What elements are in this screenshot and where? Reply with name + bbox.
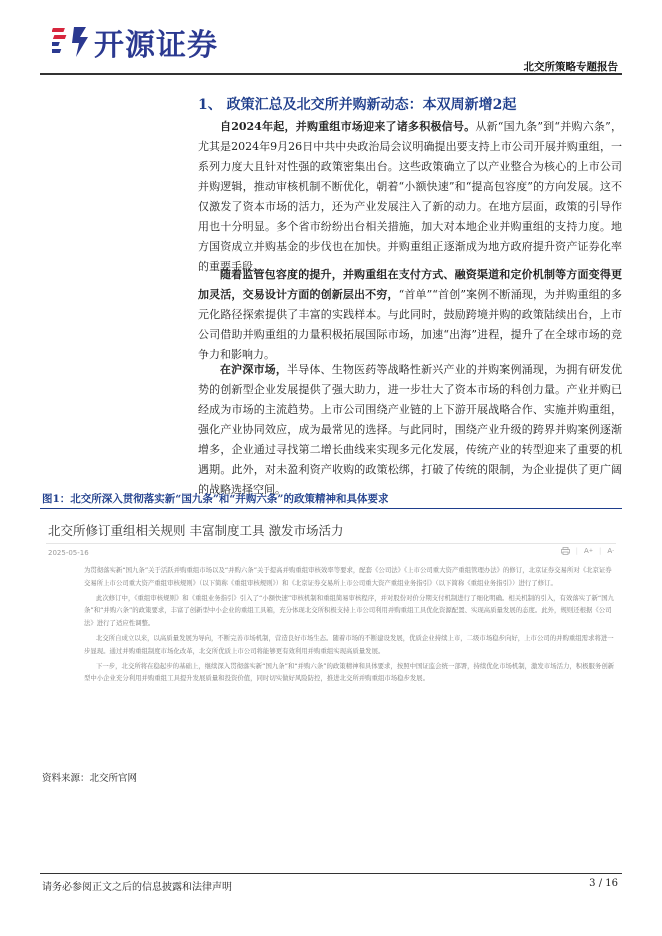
page-number: 3 / 16: [589, 878, 618, 889]
report-type-label: 北交所策略专题报告: [523, 61, 618, 73]
news-date: 2025-05-16: [48, 549, 89, 557]
font-smaller-button[interactable]: A -: [607, 547, 614, 555]
news-paragraph: 为贯彻落实新“国九条”关于活跃并购重组市场以及“并购六条”关于提高并购重组审核效率等要求，配套《公司法》《上市公司重大资产重组管理办法》的修订，北京证券交易所对《北京证券交易所上市公司重大资产重组审核规则》（以下简称《重组审核规则》）和《北京证券交易所上市公司重大资产重组业务指引》（以下简称《重组业务指引》）进行了修订。: [84, 566, 612, 587]
page-header: [0, 0, 662, 72]
logo-mark-icon: [52, 25, 90, 59]
figure-source: 资料来源：北交所官网: [42, 773, 138, 784]
footer-disclaimer: 请务必参阅正文之后的信息披露和法律声明: [42, 882, 232, 893]
paragraph-3-text: 半导体、生物医药等战略性新兴产业的并购案例涌现，为拥有研发优势的创新型企业发展提供了强大助力，进一步壮大了资本市场的科创力量。产业并购已经成为市场的主流趋势。上市公司围绕产业链的上下游开展战略合作、实施并购重组，强化产业协同效应，成为最常见的选择。与此同时，围绕产业升级的跨界并购案例逐渐增多，企业通过寻找第二增长曲线来实现多元化发展，传统产业的转型迎来了重要的机遇期。此外，对未盈利资产收购的政策松绑，打破了传统的限制，为企业提供了更广阔的战略选择空间。: [198, 363, 623, 496]
news-divider: [46, 543, 616, 544]
paragraph-3: [198, 360, 622, 500]
paragraph-3-lead: 在沪深市场，: [220, 363, 288, 376]
paragraph-1: [198, 117, 622, 277]
paragraph-1-lead: 自2024年起，并购重组市场迎来了诸多积极信号。: [220, 120, 476, 133]
font-larger-button[interactable]: A +: [584, 547, 594, 555]
news-body: [84, 564, 618, 687]
news-paragraph: 下一步，北交所将在稳起步的基础上，继续深入贯彻落实新“国九条”和“并购六条”的政策精神和具体要求，按照中国证监会统一部署，持续优化市场机制，激发市场活力，积极服务创新型中小企业充分利用并购重组工具提升发展质量和投资价值，同时切实做好风险防控，推进北交所并购重组市场稳步发展。: [84, 661, 615, 683]
header-rule: [40, 73, 622, 75]
news-paragraph: 北交所自成立以来，以高质量发展为导向，不断完善市场机制，营造良好市场生态。随着市场的不断建设发展，优质企业持续上市，二级市场稳步向好，上市公司的并购重组需求将进一步显现。通过并购重组制度市场化改革，北交所优质上市公司将能够更有效利用并购重组实现高质量发展。: [84, 633, 614, 655]
news-paragraph: 此次修订中，《重组审核规则》和《重组业务指引》引入了“小额快速”审核机制和重组简易审核程序，并对股份对价分期支付机制进行了细化明确。相关机制的引入，有效落实了新“国九条”和“并购六条”的政策要求，丰富了创新型中小企业的重组工具箱，充分体现北交所积极支持上市公司利用并购重组工具优化资源配置、实现高质量发展的态度。此外，规则还根据《公司法》进行了适应性调整。: [84, 593, 614, 627]
paragraph-2-lead: 随着监管包容度的提升，并购重组在支付方式、融资渠道和定价机制等方面变得更加灵活，交易设计方面的创新层出不穷，: [198, 268, 622, 301]
company-logo: [52, 20, 218, 64]
section-title: 1、 政策汇总及北交所并购新动态：本双周新增2起: [198, 97, 517, 113]
printer-icon[interactable]: [561, 547, 570, 555]
paragraph-2-text: “首单”“首创”案例不断涌现，为并购重组的多元化路径探索提供了丰富的实践样本。与此同时，鼓励跨境并购的政策陆续出台，上市公司借助并购重组的力量积极拓展国际市场，加速“出海”进程，提升了在全球市场的竞争力和影响力。: [198, 288, 622, 361]
figure-title: 图1：北交所深入贯彻落实新“国九条”和“并购六条”的政策精神和具体要求: [42, 493, 389, 505]
paragraph-1-text: 从新“国九条”到“并购六条”，尤其是2024年9月26日中共中央政治局会议明确提出要支持上市公司开展并购重组，一系列力度大且针对性强的政策密集出台。这些政策确立了以产业整合为核心的上市公司并购逻辑，推动审核机制不断优化，朝着“小额快速”和“提高包容度”的方向发展。这不仅激发了资本市场的活力，还为产业发展注入了新的动力。在地方层面，政策的引导作用也十分明显。多个省市纷纷出台相关措施，加大对本地企业并购重组的支持力度。地方国资成立并购基金的步伐也在加快。并购重组正逐渐成为地方政府提升资产证券化率的重要手段。: [198, 120, 622, 273]
paragraph-2: [198, 265, 622, 365]
news-tools: | A + | A -: [561, 547, 614, 555]
news-headline: 北交所修订重组相关规则 丰富制度工具 激发市场活力: [48, 523, 344, 538]
figure-screenshot: [40, 512, 622, 764]
footer-rule: [40, 873, 622, 874]
logo-text: 开源证券: [94, 28, 218, 63]
figure-rule: [40, 508, 622, 509]
